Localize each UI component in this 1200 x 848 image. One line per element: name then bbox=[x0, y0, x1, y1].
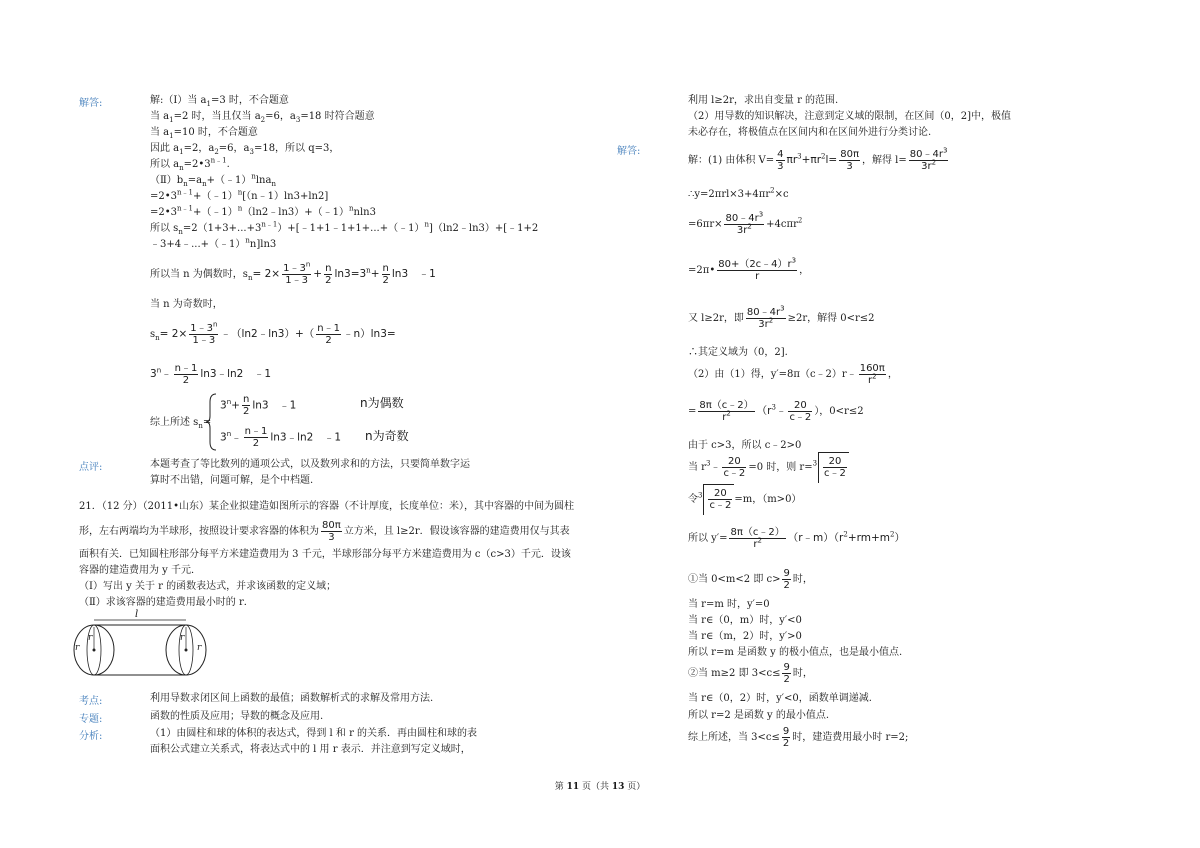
answer-line: $=2•3^{n﹣1}+(﹣1)^n(\ln 2﹣\ln 3)+(﹣1)^nnln3$ bbox=[150, 204, 376, 218]
solution-line: 当 $r^3﹣$ $\frac{20}{c﹣2}$ =0 时，则 r=$^3$ $\frac{20}{c﹣2}$ bbox=[688, 452, 849, 483]
point-text: 利用导数求闭区间上函数的最值；函数解析式的求解及常用方法. bbox=[150, 693, 434, 704]
analysis-line: 未必存在，将极值点在区间内和在区间外进行分类讨论. bbox=[688, 127, 932, 138]
solution-line: 当 r=m 时，y′=0 bbox=[688, 599, 770, 610]
answer-line: 因此 $a_1=2$，$a_2=6$，$a_3=18$，所以 q=3， bbox=[150, 143, 340, 156]
analysis-line: 面积公式建立关系式，将表达式中的 l 用 r 表示．并注意到写定义域时， bbox=[150, 744, 471, 755]
solution-line: 解：(1) 由体积 V= $\frac{4}{3}$ $\pi r^3+\pi r^2l=$ $\frac{80\pi}{3}$ ，解得 l= $\frac{80﹣4r^3}{3r^2}$ bbox=[688, 146, 948, 172]
page-total: 13 bbox=[611, 782, 625, 792]
page-number: 11 bbox=[566, 782, 580, 792]
solution-line: ②当 m≥2 即 3<c≤ $\frac{9}{2}$ 时， bbox=[688, 662, 813, 685]
solution-line: =6πr× $\frac{80﹣4r^3}{3r^2}$ +4cπr$^2$ bbox=[688, 210, 803, 236]
question-line: 面积有关．已知圆柱形部分每平方米建造费用为 3 千元，半球形部分每平方米建造费用为 c（c>3）千元．设该 bbox=[79, 549, 571, 560]
radius-label: r bbox=[75, 643, 80, 653]
solution-line: 令$^3$ $\frac{20}{c﹣2}$ =m，（m>0） bbox=[688, 484, 801, 515]
radius-label: r bbox=[88, 633, 93, 643]
solution-line: ①当 0<m<2 即 c> $\frac{9}{2}$ 时， bbox=[688, 568, 813, 591]
question-line: 容器的建造费用为 y 千元． bbox=[79, 565, 202, 576]
point-label: 考点: bbox=[79, 696, 103, 707]
summary-even-condition: n为偶数 bbox=[360, 396, 404, 410]
even-case-formula: 所以当 n 为偶数时，$s_n= 2\times$ $\frac{1﹣3^n}{1﹣3}$ + $\frac{n}{2}$ $\ln 3=3^n+$ $\frac{n}{2}$ ln3 ﹣1 bbox=[150, 260, 436, 286]
solution-line: $\therefore y=2\pi rl\times 3+4\pi r^2\times c$ bbox=[688, 186, 789, 200]
solution-line: 当 r∈（0，2）时，y′<0，函数单调递减. bbox=[688, 693, 872, 704]
page-footer: 第 11 页（共 13 页） bbox=[554, 782, 646, 792]
answer-line: ﹣3+4﹣...+（﹣1）$^n$n]ln3 bbox=[150, 236, 277, 250]
solution-line: 当 r∈（0，m）时，y′<0 bbox=[688, 615, 802, 626]
solution-line: 综上所述，当 3<c≤ $\frac{9}{2}$ 时，建造费用最小时 r=2; bbox=[688, 726, 909, 749]
length-label: l bbox=[135, 609, 139, 620]
question-line: （Ⅱ）求该容器的建造费用最小时的 r． bbox=[79, 597, 254, 608]
answer-label: 解答: bbox=[617, 146, 641, 157]
answer-label: 解答: bbox=[79, 98, 103, 109]
solution-line: ∴其定义域为（0，2]. bbox=[688, 347, 788, 358]
answer-line: $=2•3^{n﹣1}+(﹣1)^n[(n﹣1)\ln 3+\ln 2]$ bbox=[150, 188, 329, 202]
analysis-label: 分析: bbox=[79, 731, 103, 742]
radius-label: r bbox=[180, 633, 185, 643]
comment-line: 算时不出错，问题可解，是个中档题. bbox=[150, 475, 314, 486]
comment-line: 本题考查了等比数列的通项公式，以及数列求和的方法，只要简单数字运 bbox=[150, 459, 470, 470]
solution-line: 所以 y′= $\frac{8\pi(c﹣2)}{r^2}$ $(r﹣m)(r^2+rm+m^2)$ bbox=[688, 527, 905, 550]
solution-line: = $\frac{8\pi(c﹣2)}{r^2}$ （$r^3﹣$ $\frac{20}{c﹣2}$ ），0<r≤2 bbox=[688, 400, 864, 423]
topic-text: 函数的性质及应用；导数的概念及应用. bbox=[150, 711, 324, 722]
question-line: （Ⅰ）写出 y 关于 r 的函数表达式，并求该函数的定义域； bbox=[79, 581, 337, 592]
summary-odd-condition: n为奇数 bbox=[365, 429, 409, 443]
answer-line: 解:（Ⅰ）当 $a_1=3$ 时，不合题意 bbox=[150, 95, 289, 108]
piecewise-brace bbox=[206, 392, 218, 452]
question-line: 形，左右两端均为半球形，按照设计要求容器的体积为 $\frac{80\pi}{3}$ 立方米，且 l≥2r．假设该容器的建造费用仅与其表 bbox=[79, 520, 570, 543]
solution-line: 当 r∈（m，2）时，y′>0 bbox=[688, 631, 802, 642]
odd-case-formula: $s_n= 2\times$ $\frac{1﹣3^n}{1﹣3}$ ﹣（ln2﹣ln3）+（ $\frac{n﹣1}{2}$ ﹣n）ln3= bbox=[150, 320, 396, 346]
analysis-line: 利用 l≥2r，求出自变量 r 的范围. bbox=[688, 95, 839, 106]
summary-odd-row: 3$^n$﹣ $\frac{n﹣1}{2}$ ln3﹣ln2 ﹣1 bbox=[220, 426, 342, 449]
comment-label: 点评: bbox=[79, 462, 103, 473]
odd-case-heading: 当 n 为奇数时， bbox=[150, 299, 223, 310]
solution-line: 所以 r=2 是函数 y 的最小值点. bbox=[688, 710, 830, 721]
answer-line: 当 $a_1=2$ 时，当且仅当 $a_2=6$，$a_3=18$ 时符合题意 bbox=[150, 111, 375, 124]
solution-line: 由于 c>3，所以 c﹣2>0 bbox=[688, 440, 802, 451]
question-line: 21．（12 分）（2011•山东）某企业拟建造如图所示的容器（不计厚度，长度单位：米），其中容器的中间为圆柱 bbox=[79, 501, 574, 512]
answer-line: 当 $a_1=10$ 时，不合题意 bbox=[150, 127, 258, 140]
odd-case-result: 3$^n$﹣ $\frac{n﹣1}{2}$ ln3﹣ln2 ﹣1 bbox=[150, 362, 272, 386]
solution-line: 所以 r=m 是函数 y 的极小值点，也是最小值点. bbox=[688, 647, 903, 658]
container-figure bbox=[72, 609, 208, 688]
answer-line: 所以 $a_n=2•3^{n﹣1}$. bbox=[150, 156, 230, 172]
summary-label: 综上所述 $s_n=$ bbox=[150, 417, 212, 430]
solution-line: 又 l≥2r，即 $\frac{80﹣4r^3}{3r^2}$ ≥2r，解得 0<r≤2 bbox=[688, 304, 875, 330]
topic-label: 专题: bbox=[79, 714, 103, 725]
radius-label: r bbox=[197, 643, 202, 653]
analysis-line: （2）用导数的知识解决，注意到定义域的限制，在区间（0，2]中，极值 bbox=[688, 111, 1011, 122]
answer-line: $(Ⅱ)b_n=a_n+(﹣1)^n\ln a_n$ bbox=[150, 172, 276, 188]
answer-line: 所以 $s_n=2(1+3+...+3^{n﹣1})+[﹣1+1﹣1+1+...+(﹣1)^n](\ln 2﹣\ln 3)+[﹣1+2$ bbox=[150, 220, 539, 236]
analysis-line: （1）由圆柱和球的体积的表达式，得到 l 和 r 的关系．再由圆柱和球的表 bbox=[150, 728, 478, 739]
solution-line: =2π• $\frac{80+(2c﹣4)r^3}{r}$ ， bbox=[688, 256, 810, 282]
solution-line: （2）由（1）得，y′=8π（c﹣2）r﹣ $\frac{160\pi}{r^2}$ ， bbox=[688, 363, 898, 386]
summary-even-row: $3^n+$ $\frac{n}{2}$ ln3 ﹣1 bbox=[220, 394, 297, 417]
